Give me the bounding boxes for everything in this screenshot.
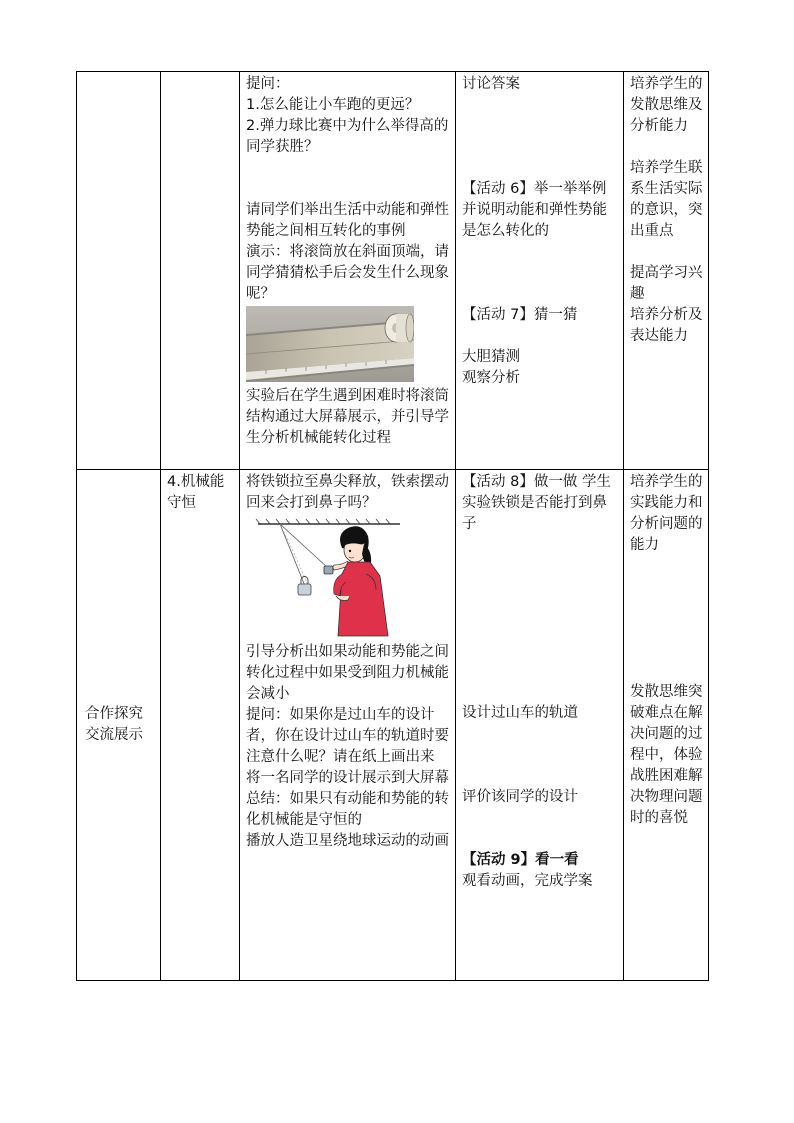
table-row	[77, 72, 709, 470]
student-line: 观看动画，完成学案	[462, 873, 593, 889]
teacher-line: 播放人造卫星绕地球运动的动画	[246, 833, 449, 849]
student-activity-cell	[456, 470, 624, 981]
design-intent-cell	[624, 470, 709, 981]
student-line: 【活动 9】看一看	[462, 852, 579, 868]
student-activity-cell	[456, 72, 624, 470]
design-intent-cell	[624, 72, 709, 470]
topic-label: 4.机械能守恒	[167, 474, 225, 511]
intent-line: 提高学习兴趣	[630, 265, 703, 302]
student-line: 【活动 7】猜一猜	[462, 307, 578, 323]
student-line: 设计过山车的轨道	[462, 705, 578, 721]
intent-line: 培养学生的发散思维及分析能力	[630, 76, 703, 134]
student-line: 评价该同学的设计	[462, 789, 578, 805]
teacher-activity-cell	[240, 470, 456, 981]
student-line: 【活动 8】做一做 学生实验铁锁是否能打到鼻子	[462, 474, 611, 532]
teacher-line: 演示：将滚筒放在斜面顶端，请同学猜猜松手后会发生什么现象呢？	[246, 244, 449, 302]
stage-cell	[77, 470, 161, 981]
student-line: 【活动 6】举一举举例并说明动能和弹性势能是怎么转化的	[462, 181, 607, 239]
intent-line: 发散思维突破难点在解决问题的过程中，体验战胜困难解决物理问题时的喜悦	[630, 684, 703, 826]
lesson-plan-table	[76, 71, 709, 981]
teacher-line: 将铁锁拉至鼻尖释放，铁索摆动回来会打到鼻子吗？	[246, 474, 449, 511]
teacher-line: 提问：	[246, 76, 290, 92]
teacher-line: 实验后在学生遇到困难时将滚筒结构通过大屏幕展示，并引导学生分析机械能转化过程	[246, 388, 449, 446]
intent-line: 培养学生的实践能力和分析问题的能力	[630, 474, 703, 553]
stage-label: 合作探究交流展示	[85, 706, 143, 743]
intent-line: 培养学生联系生活实际的意识，突出重点	[630, 160, 703, 239]
rolling-cylinder-photo-icon	[246, 306, 414, 382]
stage-cell	[77, 72, 161, 470]
teacher-line: 提问：如果你是过山车的设计者，你在设计过山车的轨道时要注意什么呢？请在纸上画出来	[246, 707, 449, 765]
teacher-line: 将一名同学的设计展示到大屏幕	[246, 770, 449, 786]
teacher-line: 引导分析出如果动能和势能之间转化过程中如果受到阻力机械能会减小	[246, 644, 449, 702]
table-row	[77, 470, 709, 981]
student-line: 大胆猜测	[462, 349, 520, 365]
student-line: 讨论答案	[462, 76, 520, 92]
teacher-activity-cell	[240, 72, 456, 470]
pendulum-girl-illustration-icon	[250, 516, 430, 638]
intent-line: 培养分析及表达能力	[630, 307, 703, 344]
teacher-line: 总结：如果只有动能和势能的转化机械能是守恒的	[246, 791, 449, 828]
teacher-line: 1.怎么能让小车跑的更远？	[246, 97, 420, 113]
topic-cell	[161, 470, 240, 981]
teacher-line: 请同学们举出生活中动能和弹性势能之间相互转化的事例	[246, 202, 449, 239]
teacher-line: 2.弹力球比赛中为什么举得高的同学获胜？	[246, 118, 449, 155]
topic-cell	[161, 72, 240, 470]
student-line: 观察分析	[462, 370, 520, 386]
